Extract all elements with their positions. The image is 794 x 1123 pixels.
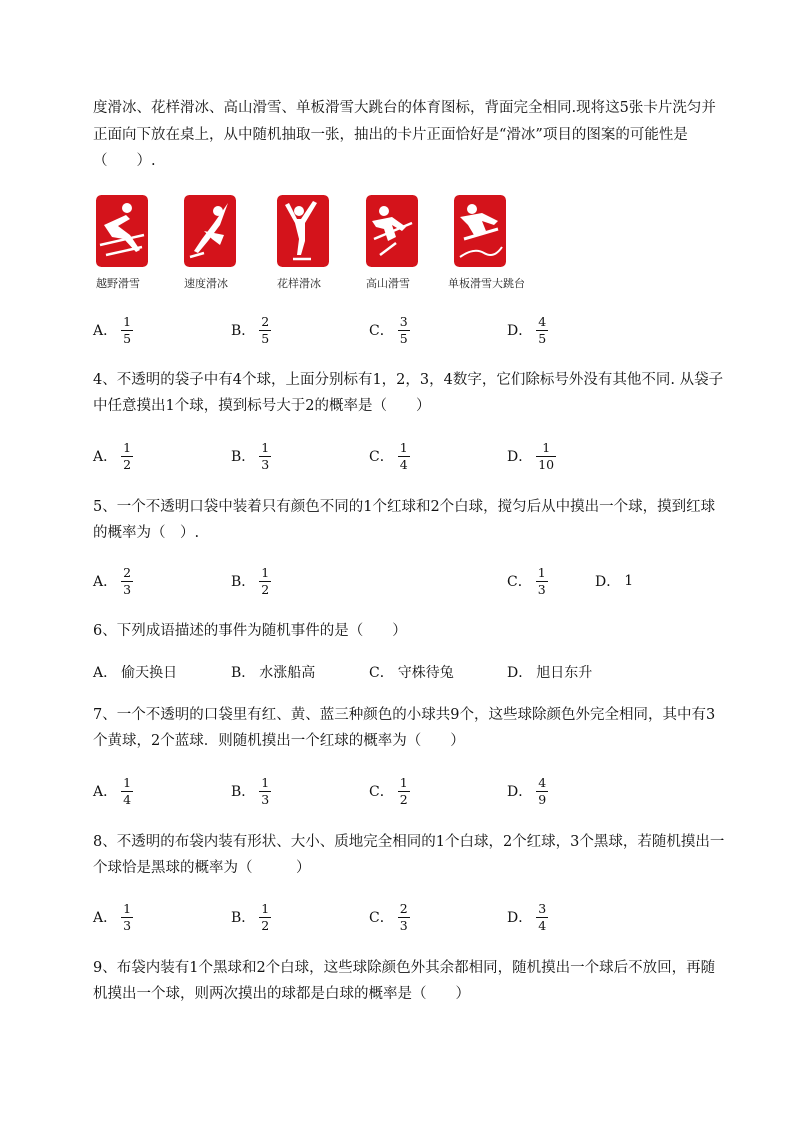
icon-caption: 花样滑冰 <box>277 277 321 290</box>
q9-text-line-1: 9、布袋内装有1个黑球和2个白球，这些球除颜色外其余都相同，随机摸出一个球后不放回，再随 <box>93 960 716 976</box>
q7-text-line-1: 7、一个不透明的口袋里有红、黄、蓝三种颜色的小球共9个，这些球除颜色外完全相同，其中有3 <box>93 707 716 723</box>
q3-text-line-2: 正面向下放在桌上，从中随机抽取一张，抽出的卡片正面恰好是“滑冰”项目的图案的可能性是 <box>93 127 688 143</box>
option-value: 1 <box>624 573 634 589</box>
figure-skating-icon <box>277 195 329 267</box>
option-c[interactable]: C． $\frac{3}{5}$ <box>369 313 408 346</box>
fraction: $\frac{2}{3}$ <box>399 900 408 933</box>
q8-text-line-1: 8、不透明的布袋内装有形状、大小、质地完全相同的1个白球，2个红球，3个黑球，若随机摸出一 <box>93 834 725 850</box>
fraction: $\frac{1}{4}$ <box>399 439 408 472</box>
fraction: $\frac{1}{4}$ <box>123 774 132 807</box>
option-a[interactable]: A． $\frac{1}{3}$ <box>93 900 132 933</box>
icon-caption: 速度滑冰 <box>184 277 228 290</box>
q9-text-line-2: 机摸出一个球，则两次摸出的球都是白球的概率是（ ） <box>93 986 470 1002</box>
option-b[interactable]: B． 水涨船高 <box>231 652 315 692</box>
option-d[interactable]: D． 1 <box>595 573 634 590</box>
option-b[interactable]: B． $\frac{2}{5}$ <box>231 313 270 346</box>
q7-text-line-2: 个黄球，2个蓝球．则随机摸出一个红球的概率为（ ） <box>93 733 465 749</box>
fraction: $\frac{2}{3}$ <box>123 564 132 597</box>
q6-text-line-1: 6、下列成语描述的事件为随机事件的是（ ） <box>93 623 407 639</box>
icon-caption: 高山滑雪 <box>366 277 410 290</box>
option-value: 水涨船高 <box>259 665 316 681</box>
option-c[interactable]: C． $\frac{1}{3}$ <box>507 564 546 597</box>
q5-text-line-1: 5、一个不透明口袋中装着只有颜色不同的1个红球和2个白球，搅匀后从中摸出一个球，摸到红球 <box>93 499 716 515</box>
speed-skating-icon <box>184 195 236 267</box>
option-value: 守株待兔 <box>397 665 454 681</box>
alpine-skiing-icon <box>366 195 418 267</box>
option-c[interactable]: C． $\frac{1}{4}$ <box>369 439 408 472</box>
q3-text-line-3: （ ）. <box>93 153 156 169</box>
fraction: $\frac{1}{10}$ <box>538 439 555 472</box>
fraction: $\frac{3}{5}$ <box>399 313 408 346</box>
fraction: $\frac{2}{5}$ <box>261 313 270 346</box>
option-d[interactable]: D． $\frac{3}{4}$ <box>507 900 547 933</box>
option-a[interactable]: A． $\frac{1}{2}$ <box>93 439 132 472</box>
fraction: $\frac{1}{3}$ <box>261 439 270 472</box>
option-d[interactable]: D． 旭日东升 <box>507 652 592 692</box>
icon-caption: 单板滑雪大跳台 <box>448 277 525 290</box>
q4-text-line-1: 4、不透明的袋子中有4个球，上面分别标有1，2，3，4数字，它们除标号外没有其他不同. 从袋子 <box>93 372 724 388</box>
fraction: $\frac{1}{2}$ <box>261 900 270 933</box>
q8-text-line-2: 个球恰是黑球的概率为（ ） <box>93 860 311 876</box>
option-c[interactable]: C． 守株待兔 <box>369 652 454 692</box>
option-c[interactable]: C． $\frac{1}{2}$ <box>369 774 408 807</box>
winter-sports-icons <box>88 195 548 295</box>
fraction: $\frac{1}{2}$ <box>123 439 132 472</box>
fraction: $\frac{1}{2}$ <box>399 774 408 807</box>
q3-text-line-1: 度滑冰、花样滑冰、高山滑雪、单板滑雪大跳台的体育图标，背面完全相同.现将这5张卡片洗匀并 <box>93 100 716 116</box>
fraction: $\frac{1}{5}$ <box>123 313 132 346</box>
q5-text-line-2: 的概率为（ ）. <box>93 525 200 541</box>
fraction: $\frac{3}{4}$ <box>538 900 547 933</box>
snowboard-big-air-icon <box>454 195 506 267</box>
option-d[interactable]: D． $\frac{4}{9}$ <box>507 774 547 807</box>
option-value: 旭日东升 <box>536 665 593 681</box>
fraction: $\frac{4}{9}$ <box>538 774 547 807</box>
icon-caption: 越野滑雪 <box>96 277 140 290</box>
fraction: $\frac{1}{3}$ <box>537 564 546 597</box>
fraction: $\frac{1}{3}$ <box>123 900 132 933</box>
option-c[interactable]: C． $\frac{2}{3}$ <box>369 900 408 933</box>
option-d[interactable]: D． $\frac{1}{10}$ <box>507 439 555 472</box>
option-a[interactable]: A． $\frac{2}{3}$ <box>93 564 132 597</box>
option-b[interactable]: B． $\frac{1}{3}$ <box>231 774 270 807</box>
q4-text-line-2: 中任意摸出1个球，摸到标号大于2的概率是（ ） <box>93 398 431 414</box>
option-a[interactable]: A． 偷天换日 <box>93 652 177 692</box>
option-d[interactable]: D． $\frac{4}{5}$ <box>507 313 547 346</box>
fraction: $\frac{1}{2}$ <box>261 564 270 597</box>
fraction: $\frac{4}{5}$ <box>538 313 547 346</box>
cross-country-skiing-icon <box>96 195 148 267</box>
fraction: $\frac{1}{3}$ <box>261 774 270 807</box>
option-b[interactable]: B． $\frac{1}{2}$ <box>231 564 270 597</box>
option-b[interactable]: B． $\frac{1}{2}$ <box>231 900 270 933</box>
option-a[interactable]: A． $\frac{1}{5}$ <box>93 313 132 346</box>
option-value: 偷天换日 <box>121 665 178 681</box>
option-a[interactable]: A． $\frac{1}{4}$ <box>93 774 132 807</box>
option-b[interactable]: B． $\frac{1}{3}$ <box>231 439 270 472</box>
